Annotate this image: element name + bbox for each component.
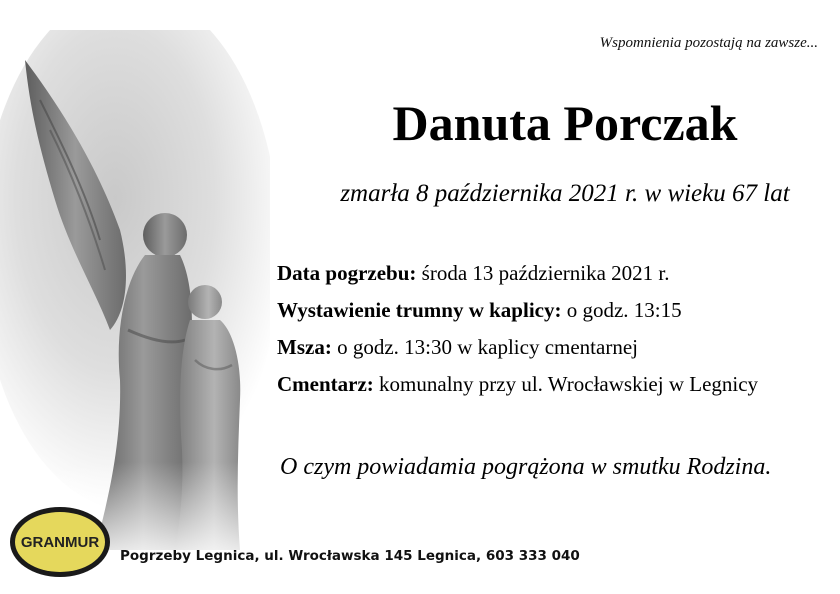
funeral-home-contact: Pogrzeby Legnica, ul. Wrocławska 145 Legnica, 603 333 040 bbox=[120, 548, 580, 564]
detail-funeral-date bbox=[277, 258, 758, 295]
detail-mass bbox=[277, 332, 758, 369]
detail-value: o godz. 13:15 bbox=[566, 298, 682, 322]
detail-label: Data pogrzebu: bbox=[277, 261, 417, 285]
detail-value: środa 13 października 2021 r. bbox=[421, 261, 670, 285]
funeral-details bbox=[277, 258, 758, 406]
logo-text: GRANMUR bbox=[20, 534, 100, 551]
granmur-logo bbox=[8, 505, 112, 579]
detail-label: Msza: bbox=[277, 335, 332, 359]
family-closing-line: O czym powiadamia pogrążona w smutku Rodzina. bbox=[280, 454, 772, 480]
memorial-motto: Wspomnienia pozostają na zawsze... bbox=[599, 35, 818, 51]
detail-coffin-viewing bbox=[277, 295, 758, 332]
detail-value: komunalny przy ul. Wrocławskiej w Legnicy bbox=[379, 372, 759, 396]
detail-cemetery bbox=[277, 369, 758, 406]
deceased-name: Danuta Porczak bbox=[392, 95, 738, 151]
detail-label: Cmentarz: bbox=[277, 372, 374, 396]
detail-label: Wystawienie trumny w kaplicy: bbox=[277, 298, 562, 322]
angel-statue-illustration bbox=[0, 30, 270, 570]
detail-value: o godz. 13:30 w kaplicy cmentarnej bbox=[337, 335, 638, 359]
death-info: zmarła 8 października 2021 r. w wieku 67 lat bbox=[340, 180, 790, 207]
